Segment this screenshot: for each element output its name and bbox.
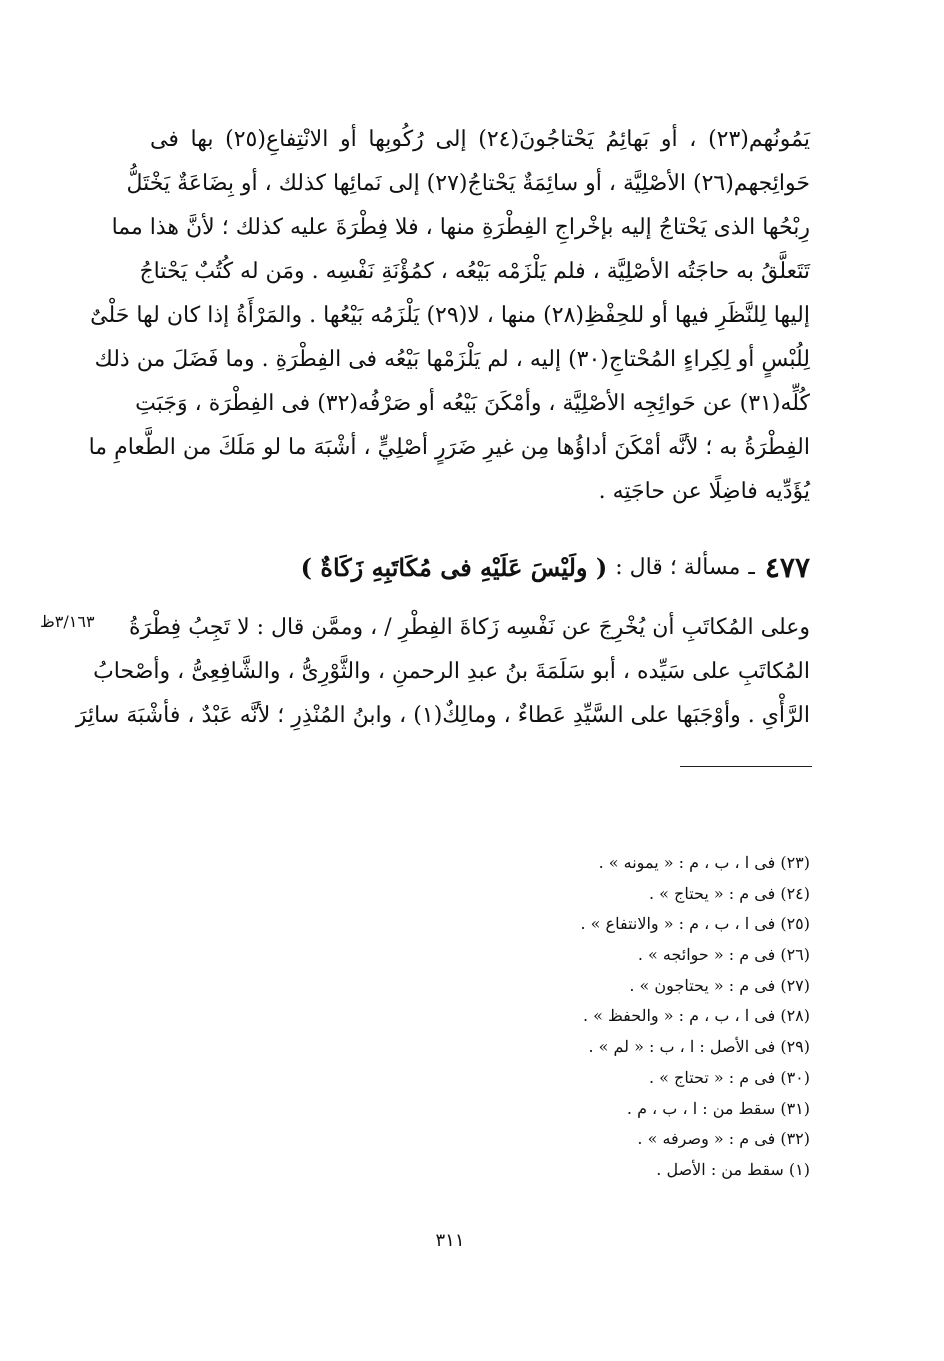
footnote: (٢٧) فى م : « يحتاجون » .: [629, 975, 810, 995]
section-heading: [300, 545, 810, 589]
text-line: الفِطْرَةُ به ؛ لأنَّه أمْكَنَ أداؤُها مِن غيرِ ضَرَرٍ أصْلِيٍّ ، أشْبَهَ ما لو مَلَكَ من الطَّعامِ ما: [88, 435, 810, 460]
footnote: (٢٥) فى ا ، ب ، م : « والانتفاع » .: [580, 914, 810, 934]
section-number: ٤٧٧: [764, 550, 810, 584]
section-dash: ـ: [748, 554, 755, 580]
footnote: (٣٠) فى م : « تحتاج » .: [648, 1067, 810, 1087]
page-number: ٣١١: [435, 1230, 465, 1251]
footnote: (٢٨) فى ا ، ب ، م : « والحفظ » .: [582, 1006, 810, 1026]
text-line: وعلى المُكاتَبِ أن يُخْرِجَ عن نَفْسِه زَكاةَ الفِطْرِ / ، وممَّن قال : لا تَجِبُ فِطْرَةُ: [128, 615, 810, 640]
footnote: (٣١) سقط من : ا ، ب ، م .: [626, 1098, 810, 1118]
text-line: الرَّأْىِ . وأوْجَبَها على السَّيِّدِ عَطاءٌ ، ومالِكٌ(١) ، وابنُ المُنْذِرِ ؛ لأنَّه عَبْدٌ ، فأشْبَهَ سائِرَ: [75, 703, 810, 728]
paragraph-2: [75, 606, 810, 738]
text-line: إليها لِلنَّظَرِ فيها أو للحِفْظِ(٢٨) منها ، لا(٢٩) يَلْزَمُه بَيْعُها . والمَرْأَةُ إذا كان لها حَلْىٌ: [90, 303, 810, 328]
text-line: حَوائِجهم(٢٦) الأصْلِيَّة ، أو سائِمَةٌ يَحْتاجُ(٢٧) إلى نَمائِها كذلك ، أو بِضَاعَةٌ يَخْتَلُّ: [126, 171, 810, 196]
section-quote: ( ولَيْسَ عَلَيْهِ فى مُكَاتَبِهِ زَكَاةٌ ): [300, 552, 608, 582]
paragraph-1: [88, 118, 810, 514]
footnote: (٢٣) فى ا ، ب ، م : « يمونه » .: [598, 853, 810, 872]
footnote: (٣٢) فى م : « وصرفه » .: [637, 1129, 810, 1149]
text-line: لِلُبْسٍ أو لِكِراءٍ المُحْتاجِ(٣٠) إليه ، لم يَلْزَمْها بَيْعُه فى الفِطْرَةِ . وما فَضَلَ من ذلك: [94, 347, 810, 372]
section-label: مسألة ؛ قال :: [615, 554, 741, 580]
text-line: تَتَعلَّقُ به حاجَتُه الأصْلِيَّة ، فلم يَلْزَمْه بَيْعُه ، كمُؤْنَةِ نَفْسِه . ومَن له كُتُبٌ يَحْتاجُ: [139, 259, 810, 284]
footnote: (١) سقط من : الأصل .: [656, 1159, 810, 1179]
text-line: المُكاتَبِ على سَيِّده ، أبو سَلَمَةَ بنُ عبدِ الرحمنِ ، والثَّوْرِىُّ ، والشَّافِعِىُّ ، وأصْحابُ: [93, 659, 810, 684]
footnote: (٢٦) فى م : « حوائجه » .: [637, 945, 810, 965]
footnote: (٢٩) فى الأصل : ا ، ب : « لم » .: [588, 1037, 810, 1057]
footnote: (٢٤) فى م : « يحتاج » .: [648, 883, 810, 903]
text-line: رِبْحُها الذى يَحْتاجُ إليه بإخْراجِ الفِطْرَةِ منها ، فلا فِطْرَةَ عليه كذلك ؛ لأنَّ هذا مما: [111, 215, 810, 240]
margin-reference: ٣/١٦٣ظ: [40, 612, 95, 631]
text-line: كُلِّه(٣١) عن حَوائِجِه الأصْلِيَّة ، وأمْكَنَ بَيْعُه أو صَرْفُه(٣٢) فى الفِطْرَة ، وَجَبَتِ: [135, 391, 810, 416]
footnotes: [430, 848, 810, 1186]
text-line: يَمُونُهم(٢٣) ، أو بَهائِمُ يَحْتاجُونَ(٢٤) إلى رُكُوبِها أو الانْتِفاعِ(٢٥) بها فى: [150, 127, 810, 152]
text-line: يُؤَدِّيه فاضِلًا عن حاجَتِه .: [598, 479, 810, 504]
footnote-divider: [680, 766, 812, 767]
